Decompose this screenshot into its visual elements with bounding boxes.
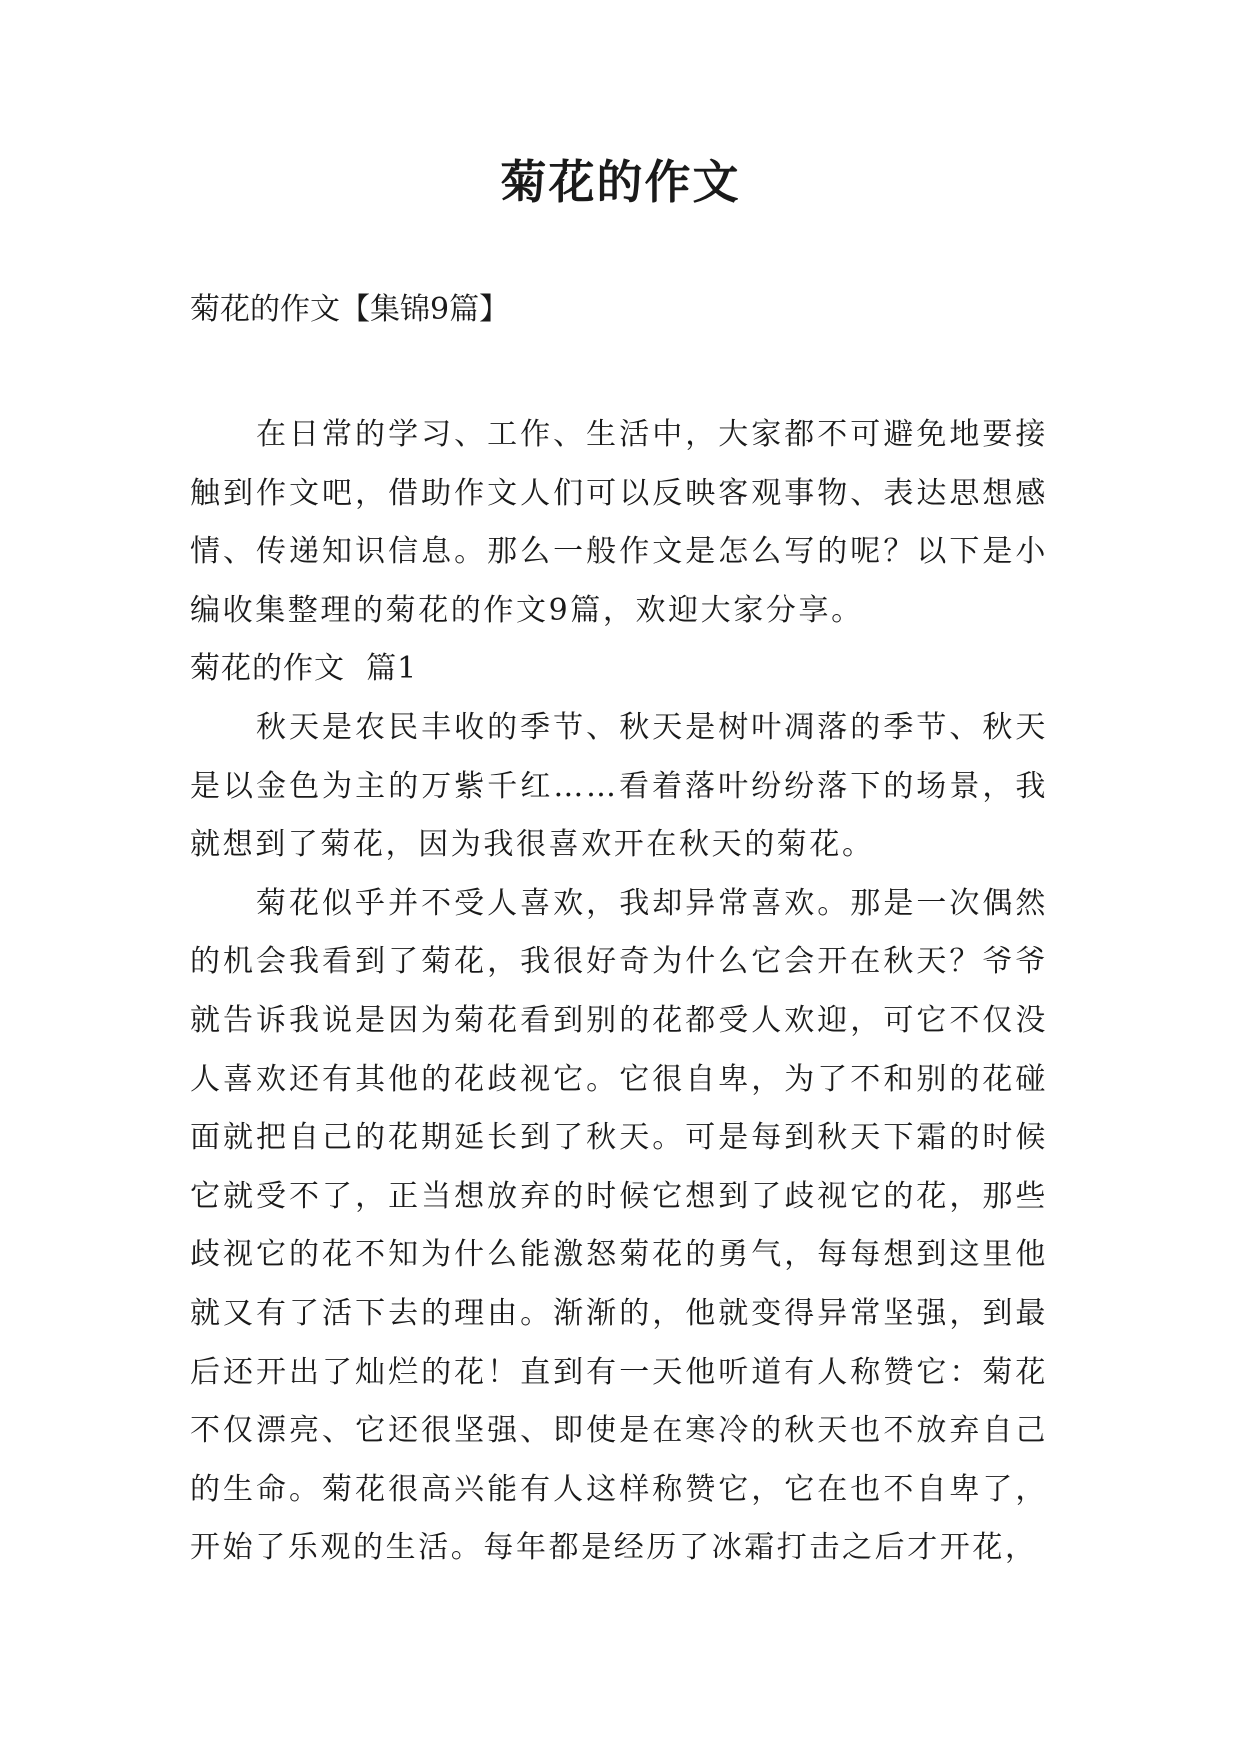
document-subtitle: 菊花的作文【集锦9篇】	[190, 292, 510, 327]
document-title: 菊花的作文	[500, 155, 741, 209]
document-body	[190, 406, 1048, 1578]
intro-paragraph: 在日常的学习、工作、生活中，大家都不可避免地要接触到作文吧，借助作文人们可以反映客观事物、表达思想感情、传递知识信息。那么一般作文是怎么写的呢？以下是小编收集整理的菊花的作文9篇，欢迎大家分享。	[190, 417, 1048, 628]
section-heading: 菊花的作文 篇1	[190, 651, 418, 687]
body-paragraph: 秋天是农民丰收的季节、秋天是树叶凋落的季节、秋天是以金色为主的万紫千红……看着落叶纷纷落下的场景，我就想到了菊花，因为我很喜欢开在秋天的菊花。	[190, 709, 1048, 863]
body-paragraph: 菊花似乎并不受人喜欢，我却异常喜欢。那是一次偶然的机会我看到了菊花，我很好奇为什么它会开在秋天？爷爷就告诉我说是因为菊花看到别的花都受人欢迎，可它不仅没人喜欢还有其他的花歧视它。它很自卑，为了不和别的花碰面就把自己的花期延长到了秋天。可是每到秋天下霜的时候它就受不了，正当想放弃的时候它想到了歧视它的花，那些歧视它的花不知为什么能激怒菊花的勇气，每每想到这里他就又有了活下去的理由。渐渐的，他就变得异常坚强，到最后还开出了灿烂的花！直到有一天他听道有人称赞它：菊花不仅漂亮、它还很坚强、即使是在寒冷的秋天也不放弃自己的生命。菊花很高兴能有人这样称赞它，它在也不自卑了，开始了乐观的生活。每年都是经历了冰霜打击之后才开花，	[190, 885, 1048, 1566]
